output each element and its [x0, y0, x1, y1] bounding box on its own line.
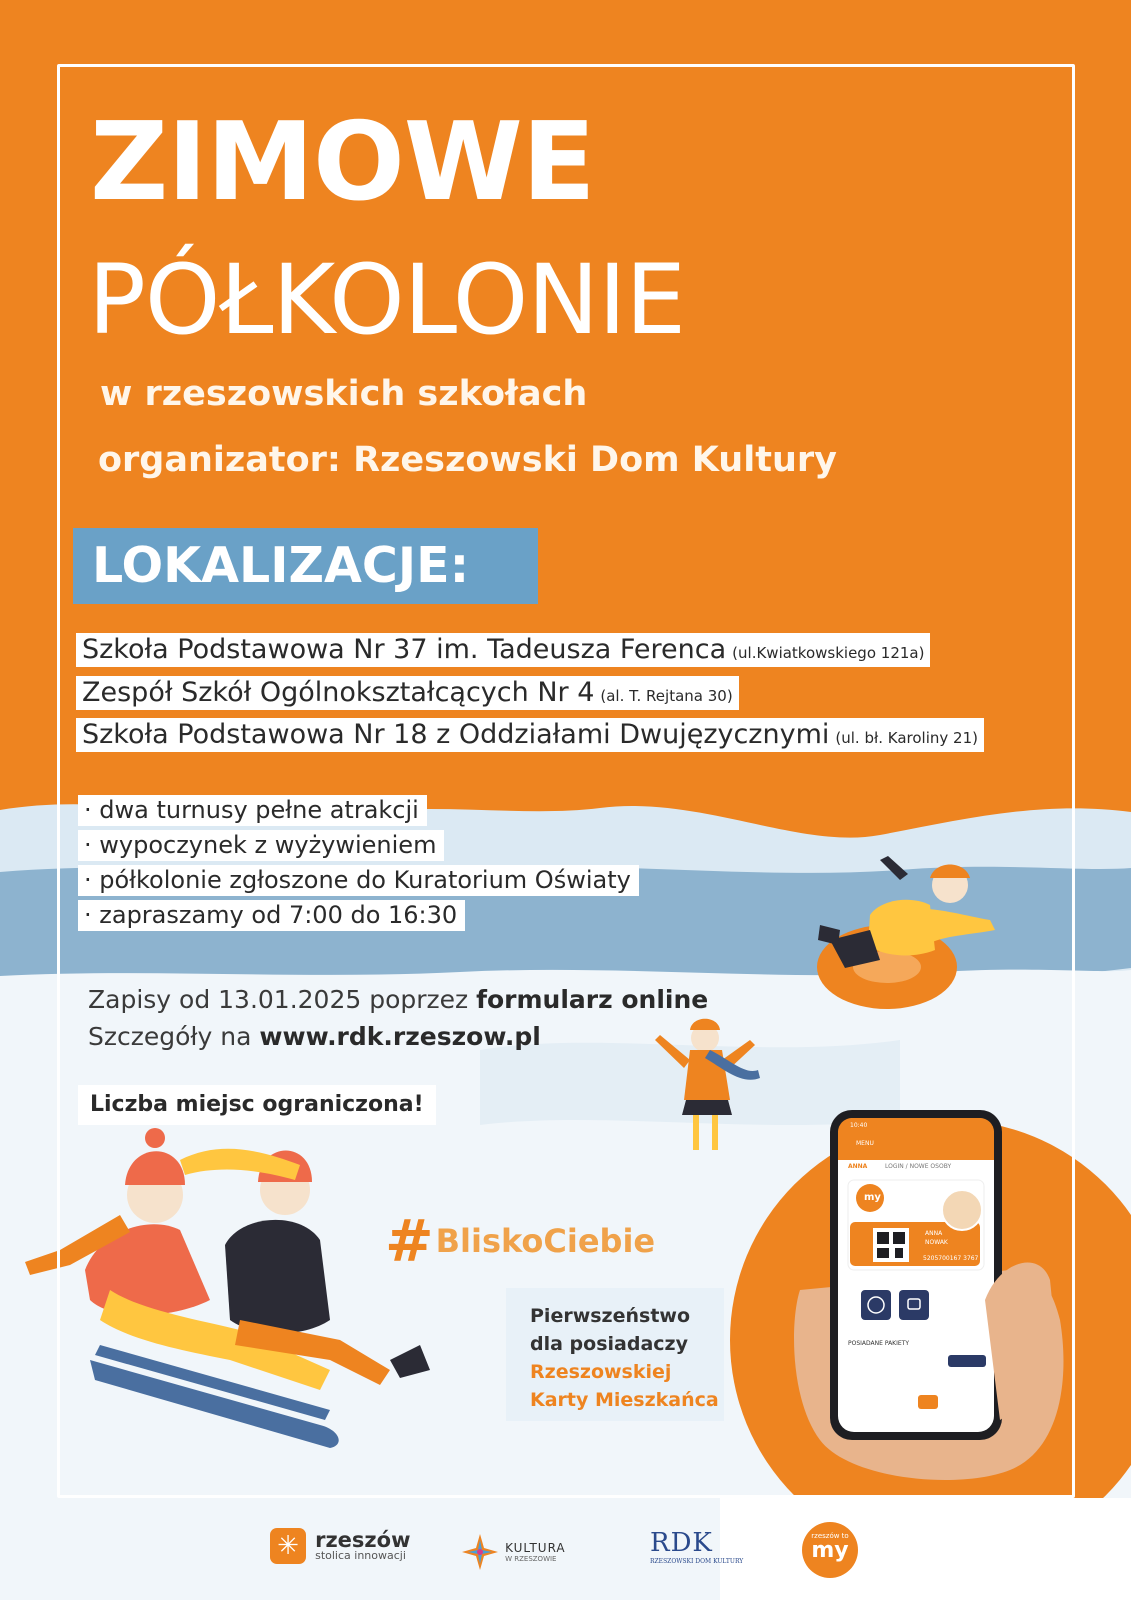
registration-prefix: Zapisy od 13.01.2025 poprzez — [88, 985, 477, 1014]
kultura-logo-text: KULTURA — [505, 1541, 566, 1555]
phone-user-tab: ANNA — [848, 1163, 868, 1170]
details-line — [88, 1022, 541, 1051]
hashtag-symbol: # — [385, 1207, 434, 1275]
rdk-logo-text: RDK — [650, 1528, 713, 1558]
website-link[interactable]: www.rdk.rzeszow.pl — [259, 1022, 541, 1051]
rzeszow-logo-tagline: stolica innowacji — [315, 1549, 406, 1562]
location-item — [76, 718, 984, 752]
registration-line — [88, 985, 708, 1014]
priority-line-4: Karty Mieszkańca — [530, 1389, 719, 1411]
rdk-logo — [650, 1528, 743, 1565]
location-item — [76, 676, 739, 710]
hashtag — [385, 1207, 655, 1275]
feature-item: · zapraszamy od 7:00 do 16:30 — [78, 900, 465, 931]
feature-item: · wypoczynek z wyżywieniem — [78, 830, 444, 861]
my-logo-small: rzeszów to — [811, 1532, 849, 1540]
sponsor-logos — [0, 1510, 1131, 1600]
location-address: (al. T. Rejtana 30) — [600, 687, 733, 705]
location-name: Szkoła Podstawowa Nr 37 im. Tadeusza Ferenca — [82, 634, 727, 665]
location-address: (ul. bł. Karoliny 21) — [835, 729, 978, 747]
phone-section-title: POSIADANE PAKIETY — [848, 1340, 909, 1347]
phone-menu: MENU — [856, 1140, 874, 1147]
priority-line-1: Pierwszeństwo — [530, 1305, 691, 1327]
my-logo-big: my — [811, 1538, 849, 1563]
kultura-star-icon — [460, 1532, 500, 1572]
phone-time: 10:40 — [850, 1122, 868, 1129]
priority-line-2: dla posiadaczy — [530, 1333, 688, 1355]
hashtag-text: BliskoCiebie — [435, 1222, 656, 1260]
rzeszow-to-my-logo — [802, 1522, 858, 1578]
kultura-logo — [460, 1532, 566, 1572]
details-prefix: Szczegóły na — [88, 1022, 260, 1051]
locations-heading: LOKALIZACJE: — [92, 537, 470, 594]
feature-item: · półkolonie zgłoszone do Kuratorium Oświaty — [78, 865, 639, 896]
kultura-logo-sub: W RZESZOWIE — [505, 1555, 557, 1563]
title-line-1: ZIMOWE — [90, 100, 595, 225]
phone-app-logo: my — [864, 1192, 881, 1203]
phone-card-surname: NOWAK — [925, 1239, 948, 1246]
limited-places-notice: Liczba miejsc ograniczona! — [78, 1085, 436, 1125]
location-item — [76, 633, 930, 667]
phone-tab-2: LOGIN / NOWE OSOBY — [885, 1163, 952, 1170]
title-line-2: PÓŁKOLONIE — [88, 244, 686, 356]
subtitle: w rzeszowskich szkołach — [100, 374, 588, 414]
organizer: organizator: Rzeszowski Dom Kultury — [98, 440, 837, 480]
priority-line-3: Rzeszowskiej — [530, 1361, 672, 1383]
priority-box — [506, 1288, 724, 1421]
phone-card-number: 5205700167 3767 — [923, 1255, 979, 1262]
feature-item: · dwa turnusy pełne atrakcji — [78, 795, 427, 826]
phone-card-name: ANNA — [925, 1230, 943, 1237]
rzeszow-icon: ✳ — [270, 1528, 306, 1564]
rzeszow-logo — [270, 1528, 410, 1564]
rzeszow-logo-name: rzeszów — [315, 1528, 411, 1552]
location-name: Zespół Szkół Ogólnokształcących Nr 4 — [82, 677, 595, 708]
rdk-logo-sub: RZESZOWSKI DOM KULTURY — [650, 1558, 744, 1565]
registration-form-link[interactable]: formularz online — [476, 985, 709, 1014]
location-address: (ul.Kwiatkowskiego 121a) — [732, 644, 925, 662]
location-name: Szkoła Podstawowa Nr 18 z Oddziałami Dwujęzycznymi — [82, 719, 830, 750]
